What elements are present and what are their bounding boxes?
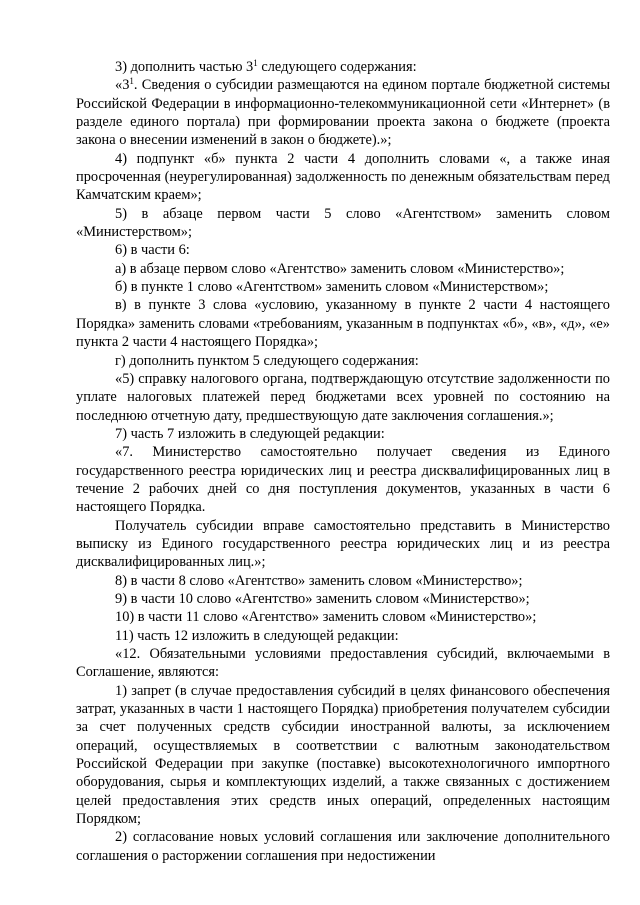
text-run: 11) часть 12 изложить в следующей редакции:	[115, 627, 399, 644]
paragraph-item-10	[76, 608, 610, 626]
paragraph-item-9	[76, 590, 610, 608]
text-run: «3	[115, 77, 130, 94]
paragraph-part-3-1-text	[76, 76, 610, 149]
paragraph-item-6-a	[76, 260, 610, 278]
paragraph-item-8	[76, 572, 610, 590]
text-run: 5) в абзаце первом части 5 слово «Агентством» заменить словом «Министерством»;	[76, 205, 610, 241]
superscript: 1	[129, 76, 134, 87]
paragraph-item-7	[76, 425, 610, 443]
text-run: «5) справку налогового органа, подтверждающую отсутствие задолженности по уплате налоговых платежей перед бюджетами всех уровней по состоянию на последнюю отчетную дату, предшествующую дате заключения соглашения.»;	[76, 370, 610, 424]
paragraph-item-6-v	[76, 296, 610, 351]
text-run: 4) подпункт «б» пункта 2 части 4 дополнить словами «, а также иная просроченная (неурегулированная) задолженность по денежным обязательствам перед Камчатским краем»;	[76, 150, 610, 204]
text-run: 7) часть 7 изложить в следующей редакции:	[115, 425, 385, 442]
paragraph-part-7-recipient	[76, 517, 610, 572]
paragraph-item-4	[76, 150, 610, 205]
text-run: . Сведения о субсидии размещаются на едином портале бюджетной системы Российской Федерации в информационно-телекоммуникационной сети «Интернет» (в разделе единого портала) при формировании проекта закона о бюджете (проекта закона о внесении изменений в закон о бюджете).»;	[76, 77, 610, 149]
paragraph-item-6-g	[76, 352, 610, 370]
paragraph-item-3-intro	[76, 58, 610, 76]
document-text	[76, 58, 610, 865]
text-run: г) дополнить пунктом 5 следующего содержания:	[115, 352, 419, 369]
paragraph-part-12-text	[76, 645, 610, 682]
paragraph-part-7-text	[76, 443, 610, 516]
paragraph-item-6-b	[76, 278, 610, 296]
text-run: 8) в части 8 слово «Агентство» заменить словом «Министерство»;	[115, 572, 523, 589]
text-run: а) в абзаце первом слово «Агентство» заменить словом «Министерство»;	[115, 260, 565, 277]
text-run: 1) запрет (в случае предоставления субсидий в целях финансового обеспечения затрат, указанных в части 1 настоящего Порядка) приобретения получателем субсидии за счет полученных средств субсидии иностранной валюты, за исключением операций, осуществляемых в соответствии с валютным законодательством Российской Федерации при закупке (поставке) высокотехнологичного импортного оборудования, сырья и комплектующих изделий, а также связанных с достижением целей предоставления этих средств иных операций, определенных настоящим Порядком;	[76, 682, 610, 828]
text-run: «7. Министерство самостоятельно получает сведения из Единого государственного реестра юридических лиц и реестра дисквалифицированных лиц в течение 2 рабочих дней со дня поступления документов, указанных в части 6 настоящего Порядка.	[76, 444, 610, 516]
superscript: 1	[253, 58, 258, 68]
paragraph-part-12-2	[76, 828, 610, 865]
text-run: 2) согласование новых условий соглашения или заключение дополнительного соглашения о расторжении соглашения при недостижении	[76, 829, 610, 864]
text-run: б) в пункте 1 слово «Агентством» заменить словом «Министерством»;	[115, 279, 549, 296]
paragraph-item-5	[76, 205, 610, 242]
text-run: «12. Обязательными условиями предоставления субсидий, включаемыми в Соглашение, являются:	[76, 646, 610, 681]
paragraph-item-6	[76, 241, 610, 259]
text-run: в) в пункте 3 слова «условию, указанному в пункте 2 части 4 настоящего Порядка» заменить словами «требованиям, указанным в подпунктах «б», «в», «д», «е» пункта 2 части 4 настоящего Порядка»;	[76, 297, 610, 351]
paragraph-part-12-1	[76, 682, 610, 829]
text-run: Получатель субсидии вправе самостоятельно представить в Министерство выписку из Единого государственного реестра юридических лиц и из реестра дисквалифицированных лиц.»;	[76, 517, 610, 571]
text-run: 6) в части 6:	[115, 242, 190, 259]
paragraph-point-5-text	[76, 370, 610, 425]
paragraph-item-11	[76, 627, 610, 645]
text-run: 9) в части 10 слово «Агентство» заменить словом «Министерство»;	[115, 590, 530, 607]
text-run: следующего содержания:	[257, 59, 417, 75]
text-run: 3) дополнить частью 3	[115, 59, 254, 75]
text-run: 10) в части 11 слово «Агентство» заменить словом «Министерство»;	[115, 609, 537, 626]
